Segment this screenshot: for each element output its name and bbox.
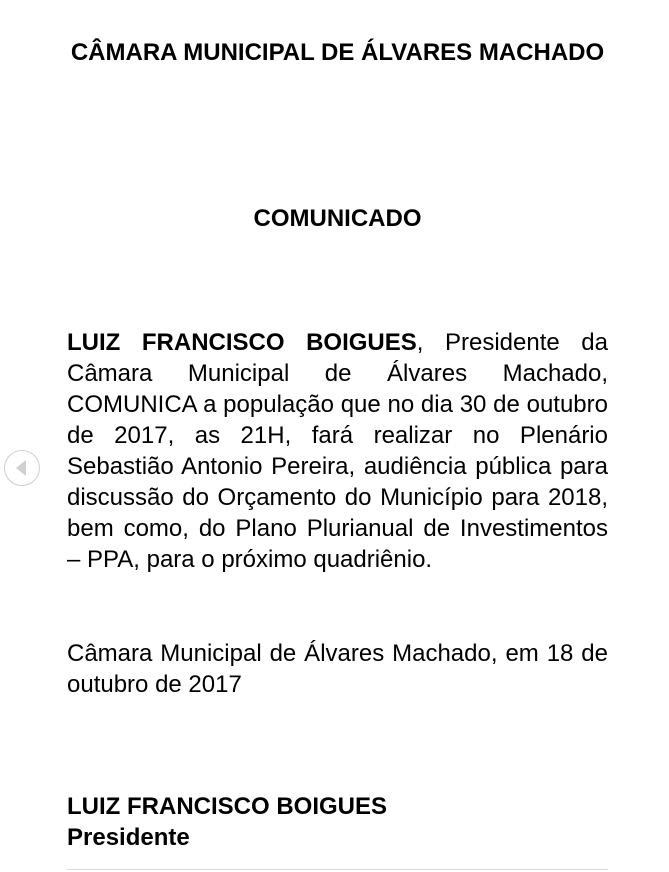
body-text: , Presidente da Câmara Municipal de Álvares Machado, COMUNICA a população que no dia 30 de outubro de 2017, as 21H, fará realizar no Plenário Sebastião Antonio Pereira, audiência pública para discussão do Orçamento do Município para 2018, bem como, do Plano Plurianual de Investimentos – PPA, para o próximo quadriênio. xyxy=(67,329,608,573)
body-name: LUIZ FRANCISCO BOIGUES xyxy=(67,329,417,356)
signature-role: Presidente xyxy=(67,824,190,851)
previous-page-button[interactable] xyxy=(4,450,40,486)
signature-name: LUIZ FRANCISCO BOIGUES xyxy=(67,793,388,820)
signature-block xyxy=(67,791,608,853)
document-body xyxy=(67,327,608,575)
document-closing: Câmara Municipal de Álvares Machado, em 18 de outubro de 2017 xyxy=(67,640,608,698)
document-title: CÂMARA MUNICIPAL DE ÁLVARES MACHADO xyxy=(70,39,605,66)
chevron-left-icon xyxy=(5,451,39,485)
document-subtitle: COMUNICADO xyxy=(253,205,422,232)
bottom-divider xyxy=(67,869,608,870)
